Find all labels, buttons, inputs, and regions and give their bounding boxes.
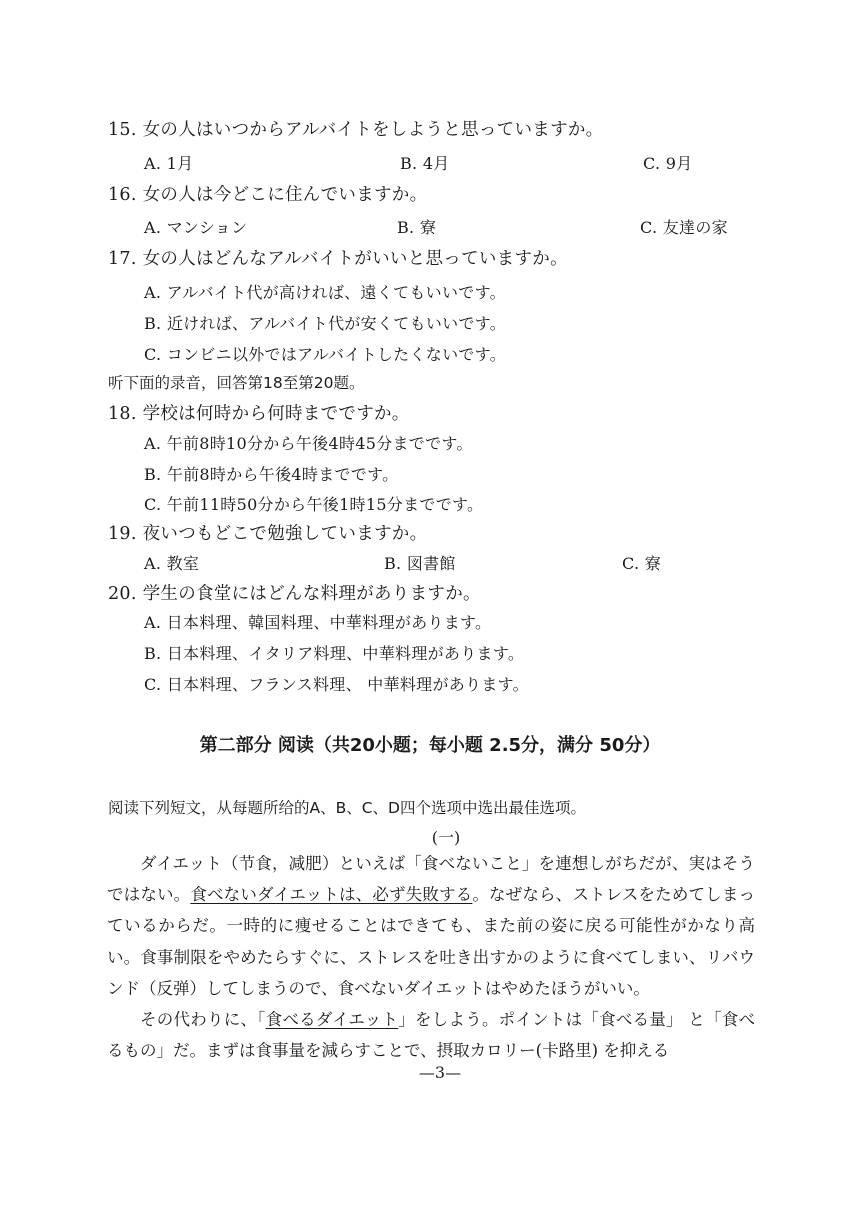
question-16-option-a: A. マンション [144,218,248,237]
passage-number: (一) [431,828,461,847]
reading-passage [107,848,755,1066]
question-20-option-b: B. 日本料理、イタリア料理、中華料理があります。 [144,644,525,663]
passage-text: 」をしよう。ポイントは「食べる量」 と「食べるもの」だ。まずは食事量を減らすことで、摂取カロリー(卡路里) を抑える [107,1010,755,1061]
question-18-option-a: A. 午前8時10分から午後4時45分までです。 [144,434,473,453]
question-19-option-c: C. 寮 [622,554,662,573]
question-17-option-c: C. コンビニ以外ではアルバイトしたくないです。 [144,345,507,364]
section-heading: 第二部分 阅读（共20小题；每小题 2.5分，满分 50分） [199,735,661,756]
question-18-option-c: C. 午前11時50分から午後1時15分までです。 [144,495,484,514]
question-19-option-a: A. 教室 [144,554,200,573]
passage-paragraph-1 [107,848,755,1004]
passage-text: その代わりに、「 [140,1010,266,1030]
question-17-stem: 17. 女の人はどんなアルバイトがいいと思っていますか。 [108,249,568,269]
question-15-option-c: C. 9月 [643,154,693,173]
question-18-option-b: B. 午前8時から午後4時までです。 [144,465,399,484]
question-16-option-c: C. 友達の家 [640,218,728,237]
question-16-option-b: B. 寮 [397,218,437,237]
question-15-option-b: B. 4月 [400,154,450,173]
question-15-stem: 15. 女の人はいつからアルバイトをしようと思っていますか。 [108,120,604,140]
underlined-phrase: 食べないダイエットは、必ず失敗する [190,885,473,905]
question-16-stem: 16. 女の人は今どこに住んでいますか。 [108,185,428,205]
page-number: —3— [418,1063,462,1082]
passage-paragraph-2 [107,1004,755,1066]
question-19-option-b: B. 図書館 [384,554,456,573]
underlined-phrase: 食べるダイエット [265,1010,399,1030]
passage-text: 。なぜなら、ストレスをためてしまっているからだ。一時的に痩せることはできても、また前の姿に戻る可能性がかなり高い。食事制限をやめたらすぐに、ストレスを吐き出すかのように食べてしまい、リバウンド（反弹）してしまうので、食べないダイエットはやめたほうがいい。 [107,885,756,998]
question-20-option-c: C. 日本料理、フランス料理、 中華料理があります。 [144,675,529,694]
question-20-option-a: A. 日本料理、韓国料理、中華料理があります。 [144,613,492,632]
question-17-option-a: A. アルバイト代が高ければ、遠くてもいいです。 [144,283,506,302]
question-15-option-a: A. 1月 [144,154,194,173]
question-17-option-b: B. 近ければ、アルバイト代が安くてもいいです。 [144,314,507,333]
question-18-stem: 18. 学校は何時から何時までですか。 [108,404,410,424]
passage-text: ダイエット（节食，减肥）といえば「食べないこと」を連想しがちだが、実はそうではない。 [107,854,755,905]
listening-instruction: 听下面的录音，回答第18至第20题。 [108,374,365,392]
reading-instruction: 阅读下列短文，从每题所给的A、B、C、D四个选项中选出最佳选项。 [108,799,586,817]
question-19-stem: 19. 夜いつもどこで勉強していますか。 [108,524,428,544]
question-20-stem: 20. 学生の食堂にはどんな料理がありますか。 [108,584,481,604]
